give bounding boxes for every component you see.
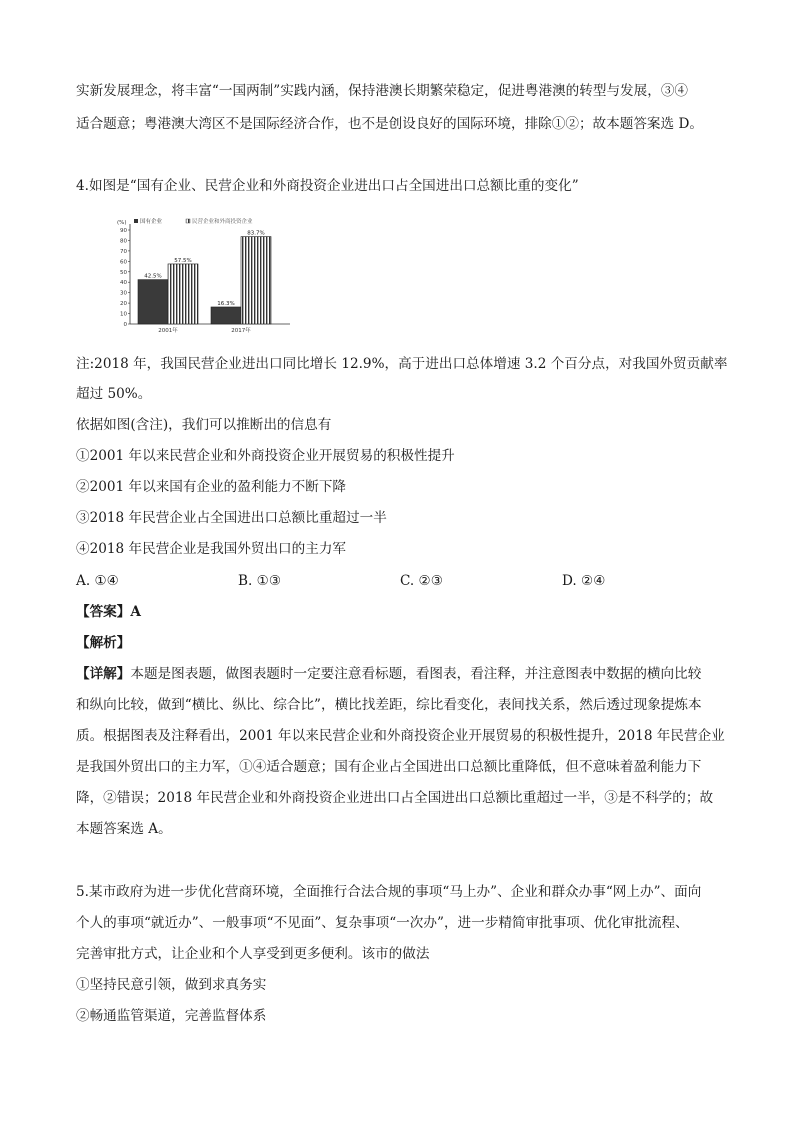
bar-chart [116, 214, 292, 334]
legend-swatch-state [134, 219, 138, 223]
bar-state-1 [211, 307, 241, 324]
bar-state-0 [138, 280, 168, 324]
question-4-item-1: ①2001 年以来民营企业和外商投资企业开展贸易的积极性提升 [76, 448, 455, 464]
question-4-note-line-1: 注:2018 年，我国民营企业进出口同比增长 12.9%，高于进出口总体增速 3.2 个百分点，对我国外贸贡献率 [76, 356, 728, 372]
data-label: 16.3% [217, 300, 235, 307]
option-a: A. ①④ [76, 573, 119, 589]
category-label: 2017年 [231, 328, 251, 334]
y-tick-label: 90 [120, 228, 127, 234]
option-c: C. ②③ [400, 573, 443, 589]
y-axis-unit: (%) [117, 220, 127, 226]
bar-private-0 [168, 264, 198, 324]
question-5-line-1: 5.某市政府为进一步优化营商环境，全面推行合法合规的事项“马上办”、企业和群众办事“网上办”、面向 [76, 884, 702, 900]
legend-swatch-private [186, 219, 190, 223]
answer-label: 【答案】A [76, 604, 141, 620]
y-tick-label: 70 [120, 248, 127, 255]
y-tick-label: 10 [120, 311, 127, 318]
option-b: B. ①③ [238, 573, 282, 589]
prev-explanation-line-2: 适合题意；粤港澳大湾区不是国际经济合作，也不是创设良好的国际环境，排除①②；故本题答案选 D。 [76, 116, 703, 132]
y-tick-label: 20 [120, 301, 127, 308]
y-tick-label: 0 [123, 322, 127, 328]
y-tick-label: 30 [120, 290, 127, 297]
y-tick-label: 60 [120, 259, 127, 266]
bar-private-1 [241, 237, 271, 324]
chart-categories [158, 326, 251, 334]
y-tick-label: 80 [120, 238, 127, 245]
category-label: 2001年 [158, 328, 178, 334]
data-label: 83.7% [247, 230, 265, 237]
detail-line-6: 本题答案选 A。 [76, 821, 172, 837]
question-4-item-2: ②2001 年以来国有企业的盈利能力不断下降 [76, 479, 347, 495]
legend-label-private: 民营企业和外商投资企业 [192, 219, 253, 225]
y-tick-label: 50 [120, 269, 127, 276]
legend-label-state: 国有企业 [140, 219, 163, 225]
question-4-item-3: ③2018 年民营企业占全国进出口总额比重超过一半 [76, 510, 387, 526]
detail-line-1: 【详解】本题是图表题，做图表题时一定要注意看标题，看图表，看注释，并注意图表中数据的横向比较 [76, 666, 702, 682]
chart-bars [138, 237, 271, 324]
question-5-line-2: 个人的事项“就近办”、一般事项“不见面”、复杂事项“一次办”，进一步精简审批事项、优化审批流程、 [76, 915, 689, 931]
data-label: 57.5% [174, 257, 192, 264]
detail-line-2: 和纵向比较，做到“横比、纵比、综合比”，横比找差距，综比看变化，表间找关系，然后透过现象提炼本 [76, 697, 702, 713]
y-tick-label: 40 [120, 280, 127, 287]
question-4-prompt: 依据如图(含注)，我们可以推断出的信息有 [76, 417, 332, 433]
question-5-item-2: ②畅通监管渠道，完善监督体系 [76, 1008, 267, 1024]
analysis-label: 【解析】 [76, 635, 131, 651]
prev-explanation-line-1: 实新发展理念，将丰富“一国两制”实践内涵，保持港澳长期繁荣稳定，促进粤港澳的转型与发展，③④ [76, 83, 689, 99]
detail-line-4: 是我国外贸出口的主力军，①④适合题意；国有企业占全国进出口总额比重降低，但不意味着盈利能力下 [76, 759, 702, 775]
question-4-note-line-2: 超过 50%。 [76, 386, 152, 402]
detail-tag: 【详解】 [76, 666, 131, 682]
detail-line-3: 质。根据图表及注释看出，2001 年以来民营企业和外商投资企业开展贸易的积极性提升，2018 年民营企业 [76, 728, 725, 744]
option-d: D. ②④ [562, 573, 606, 589]
chart-y-ticks [120, 228, 130, 328]
question-5-item-1: ①坚持民意引领，做到求真务实 [76, 977, 267, 993]
question-4-stem: 4.如图是“国有企业、民营企业和外商投资企业进出口占全国进出口总额比重的变化” [76, 178, 579, 194]
question-4-item-4: ④2018 年民营企业是我国外贸出口的主力军 [76, 541, 347, 557]
detail-line-5: 降，②错误；2018 年民营企业和外商投资企业进出口占全国进出口总额比重超过一半，③是不科学的；故 [76, 790, 714, 806]
chart-legend [134, 217, 253, 225]
data-label: 42.5% [144, 273, 162, 280]
question-5-line-3: 完善审批方式，让企业和个人享受到更多便利。该市的做法 [76, 946, 430, 962]
